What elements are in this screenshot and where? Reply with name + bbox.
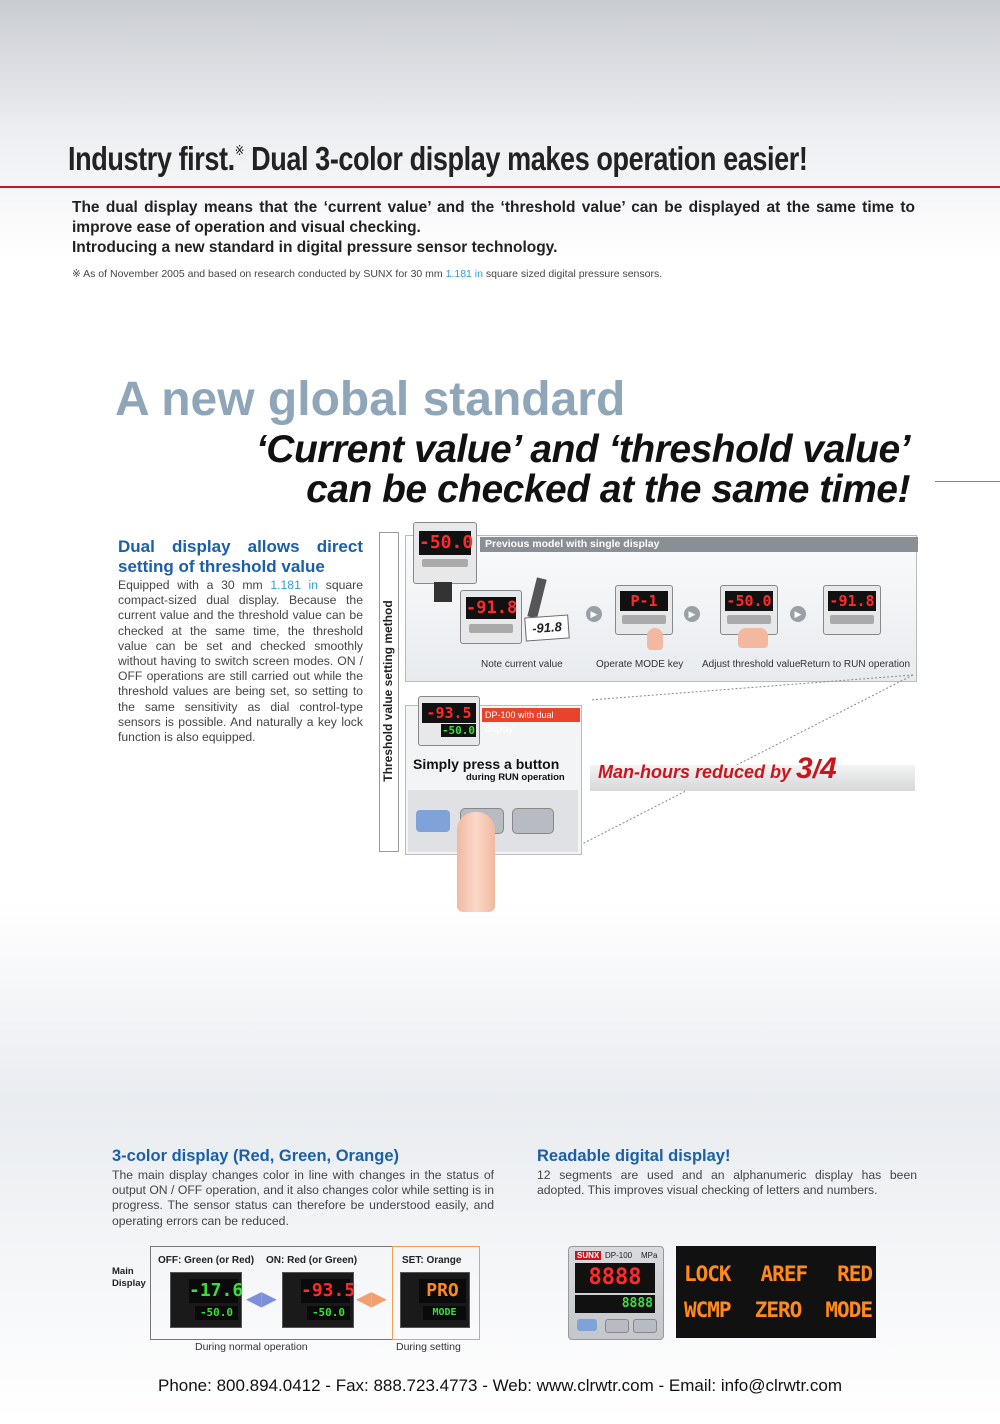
red-sub-display: -50.0 <box>307 1306 350 1320</box>
dual-model-tag: DP-100 with dual display <box>482 708 580 722</box>
step-sensor-2: P-1 <box>615 585 673 635</box>
arrow-right-icon: ▶ <box>790 606 806 622</box>
previous-sensor-display: -50.0 <box>419 532 474 553</box>
arrow-right-icon: ▶ <box>586 606 602 622</box>
alpha-row-2: WCMP ZERO MODE <box>684 1298 872 1322</box>
color-section-heading: 3-color display (Red, Green, Orange) <box>112 1147 399 1165</box>
blue-button[interactable] <box>416 810 450 832</box>
step-label-3: Adjust threshold value <box>702 659 801 670</box>
down-button[interactable] <box>512 808 554 834</box>
dp100-main-display: -93.5 <box>422 703 476 723</box>
model-label: DP-100 <box>605 1251 633 1260</box>
headline-subtitle: ‘Current value’ and ‘threshold value’ can be checked at the same time! <box>255 428 910 511</box>
finger-icon <box>647 628 663 650</box>
intro-line-2: Introducing a new standard in digital pressure sensor technology. <box>72 239 558 256</box>
red-main-display: -93.5 <box>301 1280 356 1301</box>
orange-main-display: PRO <box>419 1279 466 1303</box>
manhours-text: Man-hours reduced by 3/4 <box>598 752 837 785</box>
previous-model-bar: Previous model with single display <box>480 537 918 552</box>
blue-button[interactable] <box>577 1319 597 1331</box>
alphanumeric-display <box>676 1246 876 1338</box>
readable-main-display: 8888 <box>575 1263 655 1293</box>
during-run-text: during RUN operation <box>466 772 565 783</box>
headline-rule <box>935 481 1000 482</box>
title-footnote-mark: ※ <box>234 142 244 158</box>
dual-display-body: Equipped with a 30 mm 1.181 in square compact-sized dual display. Because the current value and the threshold value can be checked at the same time, the threshold value can be set and checked smoothly without having to switch screen modes. ON / OFF operations are still carried out while the threshold values are being set, so setting to the same sensitivity as dial control-type sensors is possible. And naturally a key lock function is also equipped. <box>118 578 363 745</box>
on-label: ON: Red (or Green) <box>266 1255 358 1266</box>
footnote: ※ As of November 2005 and based on research conducted by SUNX for 30 mm 1.181 in square sized digital pressure sensors. <box>72 268 663 280</box>
step-label-2: Operate MODE key <box>596 659 684 670</box>
step-sensor-1: -91.8 <box>460 590 522 644</box>
title-divider <box>0 186 1000 188</box>
normal-caption: During normal operation <box>195 1341 308 1353</box>
step-sensor-3: -50.0 <box>720 585 778 635</box>
memo-note: -91.8 <box>524 614 570 641</box>
intro-text <box>72 198 915 258</box>
arrow-right-icon: ▶ <box>684 606 700 622</box>
brand-label: SUNX <box>577 1251 600 1260</box>
down-button[interactable] <box>633 1319 657 1333</box>
contact-footer: Phone: 800.894.0412 - Fax: 888.723.4773 - Web: www.clrwtr.com - Email: info@clrwtr.com <box>157 1376 843 1395</box>
color-section-body: The main display changes color in line with changes in the status of output ON / OFF operation, and it also changes color while setting is in progress. The sensor status can therefore be understood easily, and operating errors can be reduced. <box>112 1168 494 1228</box>
mode-button[interactable] <box>605 1319 629 1333</box>
alpha-row-1: LOCK AREF RED <box>684 1262 872 1286</box>
double-arrow-icon: ◀▶ <box>356 1288 387 1310</box>
unit-label: MPa <box>641 1251 658 1260</box>
threshold-method-label: Threshold value setting method <box>381 600 395 782</box>
double-arrow-icon: ◀▶ <box>246 1288 277 1310</box>
sensor-cable <box>434 582 452 602</box>
orange-display-sensor <box>400 1272 470 1328</box>
green-sub-display: -50.0 <box>195 1306 238 1320</box>
page-title: Industry first.※ Dual 3-color display makes operation easier! <box>68 140 808 177</box>
readable-sensor <box>568 1246 664 1340</box>
readable-body: 12 segments are used and an alphanumeric display has been adopted. This improves visual checking of letters and numbers. <box>537 1168 917 1198</box>
dp100-sensor <box>418 696 480 746</box>
step-label-4: Return to RUN operation <box>800 659 911 670</box>
red-display-sensor <box>282 1272 354 1328</box>
off-label: OFF: Green (or Red) <box>158 1255 255 1266</box>
dual-display-heading: Dual display allows direct setting of threshold value <box>118 537 363 576</box>
green-display-sensor <box>170 1272 242 1328</box>
orange-sub-display: MODE <box>423 1306 466 1320</box>
previous-sensor <box>413 522 477 584</box>
set-label: SET: Orange <box>402 1255 462 1266</box>
intro-line-1: The dual display means that the ‘current value’ and the ‘threshold value’ can be displayed at the same time to improve ease of operation and visual checking. <box>72 199 915 236</box>
step-sensor-4: -91.8 <box>823 585 881 635</box>
readable-heading: Readable digital display! <box>537 1147 731 1165</box>
main-display-label: Main Display <box>112 1266 146 1289</box>
finger-icon <box>457 812 495 912</box>
dp100-sub-display: -50.0 <box>441 724 476 737</box>
headline-global-standard: A new global standard <box>115 373 626 426</box>
green-main-display: -17.6 <box>189 1280 244 1301</box>
simply-press-text: Simply press a button <box>413 756 560 772</box>
setting-caption: During setting <box>396 1341 461 1353</box>
readable-sub-display: 8888 <box>575 1295 655 1313</box>
fingers-icon <box>738 628 768 648</box>
step-label-1: Note current value <box>481 659 563 670</box>
